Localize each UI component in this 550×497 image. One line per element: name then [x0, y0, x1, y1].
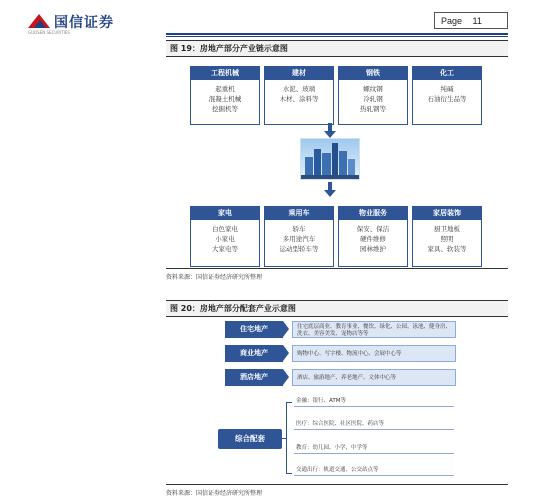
- support-item: 交通出行：轨道交通、公交站点等: [294, 466, 454, 476]
- upstream-item: 起重机: [215, 85, 235, 93]
- upstream-item: 混凝土机械: [208, 95, 242, 103]
- upstream-box: [338, 66, 408, 125]
- arrow-down-icon-2: [324, 190, 336, 197]
- support-item: 金融：银行、ATM等: [294, 397, 454, 407]
- upstream-item: 热轧钢等: [360, 105, 386, 113]
- upstream-box: [190, 66, 260, 125]
- downstream-item: 小家电: [215, 235, 235, 243]
- upstream-heading: 工程机械: [191, 67, 259, 80]
- category-arrow-icon: [283, 369, 289, 385]
- downstream-heading: 物业服务: [339, 207, 407, 220]
- figure19-title: 图 19：房地产部分产业链示意图: [166, 40, 508, 57]
- upstream-box: [264, 66, 334, 125]
- upstream-item: 木材、涂料等: [279, 95, 319, 103]
- header-rule: [166, 33, 508, 35]
- upstream-item: 石油衍生品等: [427, 95, 467, 103]
- figure19-source: 资料来源：国信证券经济研究所整理: [166, 268, 508, 281]
- support-item: 医疗：综合医院、社区医院、药店等: [294, 420, 454, 430]
- upstream-item: 冷轧钢: [363, 95, 383, 103]
- arrow-down-icon: [324, 131, 336, 138]
- support-label: 综合配套: [218, 429, 282, 449]
- downstream-item: 运动型轿车等: [279, 245, 319, 253]
- upstream-items: [191, 80, 259, 114]
- support-item: 教育：幼儿园、小学、中学等: [294, 444, 454, 454]
- category-arrow-icon: [283, 345, 289, 361]
- header-rule-thin: [166, 36, 508, 37]
- downstream-box: [190, 206, 260, 267]
- downstream-box: [338, 206, 408, 267]
- downstream-heading: 乘用车: [265, 207, 333, 220]
- category-label: 住宅地产: [225, 321, 283, 338]
- upstream-item: 水泥、玻璃: [282, 85, 316, 93]
- upstream-items: [265, 80, 333, 104]
- figure20-title: 图 20：房地产部分配套产业示意图: [166, 300, 508, 317]
- downstream-item: 硬件维修: [360, 235, 386, 243]
- downstream-items: [191, 220, 259, 254]
- company-logo: [28, 12, 114, 32]
- downstream-heading: 家居装饰: [413, 207, 481, 220]
- page-label: Page: [441, 16, 463, 26]
- downstream-item: 多用途汽车: [282, 235, 316, 243]
- upstream-item: 挖掘机等: [212, 105, 238, 113]
- downstream-items: [339, 220, 407, 254]
- downstream-box: [264, 206, 334, 267]
- downstream-item: 大家电等: [212, 245, 238, 253]
- category-arrow-icon: [283, 321, 289, 337]
- logo-mark-icon: [28, 14, 50, 30]
- city-skyline-image: [300, 138, 360, 180]
- logo-subtitle: GUOSEN SECURITIES: [28, 30, 70, 35]
- upstream-item: 螺纹钢: [363, 85, 383, 93]
- upstream-heading: 建材: [265, 67, 333, 80]
- support-bracket: [286, 402, 292, 474]
- downstream-heading: 家电: [191, 207, 259, 220]
- upstream-heading: 化工: [413, 67, 481, 80]
- upstream-items: [413, 80, 481, 104]
- downstream-items: [413, 220, 481, 254]
- downstream-item: 白色家电: [212, 225, 238, 233]
- category-description: 购物中心、写字楼、物流中心、会展中心等: [292, 345, 456, 362]
- upstream-items: [339, 80, 407, 114]
- category-description: 住宅底层商业、教育事业、餐饮、绿化、公园、泳池、健身房、洗衣、美容美发、宠物店等等: [292, 321, 456, 338]
- logo-text: 国信证券: [54, 15, 114, 31]
- downstream-box: [412, 206, 482, 267]
- downstream-item: 轿车: [292, 225, 306, 233]
- downstream-item: 照明: [440, 235, 454, 243]
- category-label: 酒店地产: [225, 369, 283, 386]
- page-number: 11: [472, 16, 482, 26]
- category-description: 酒店、旅游地产、养老地产、文体中心等: [292, 369, 456, 386]
- category-label: 商业地产: [225, 345, 283, 362]
- page-indicator: [434, 12, 508, 29]
- downstream-item: 保安、保洁: [356, 225, 390, 233]
- downstream-item: 园林维护: [360, 245, 386, 253]
- upstream-box: [412, 66, 482, 125]
- upstream-heading: 钢铁: [339, 67, 407, 80]
- downstream-items: [265, 220, 333, 254]
- figure20-source: 资料来源：国信证券经济研究所整理: [166, 484, 508, 497]
- downstream-item: 家具、软装等: [427, 245, 467, 253]
- downstream-item: 厨卫地板: [434, 225, 460, 233]
- upstream-item: 纯碱: [440, 85, 454, 93]
